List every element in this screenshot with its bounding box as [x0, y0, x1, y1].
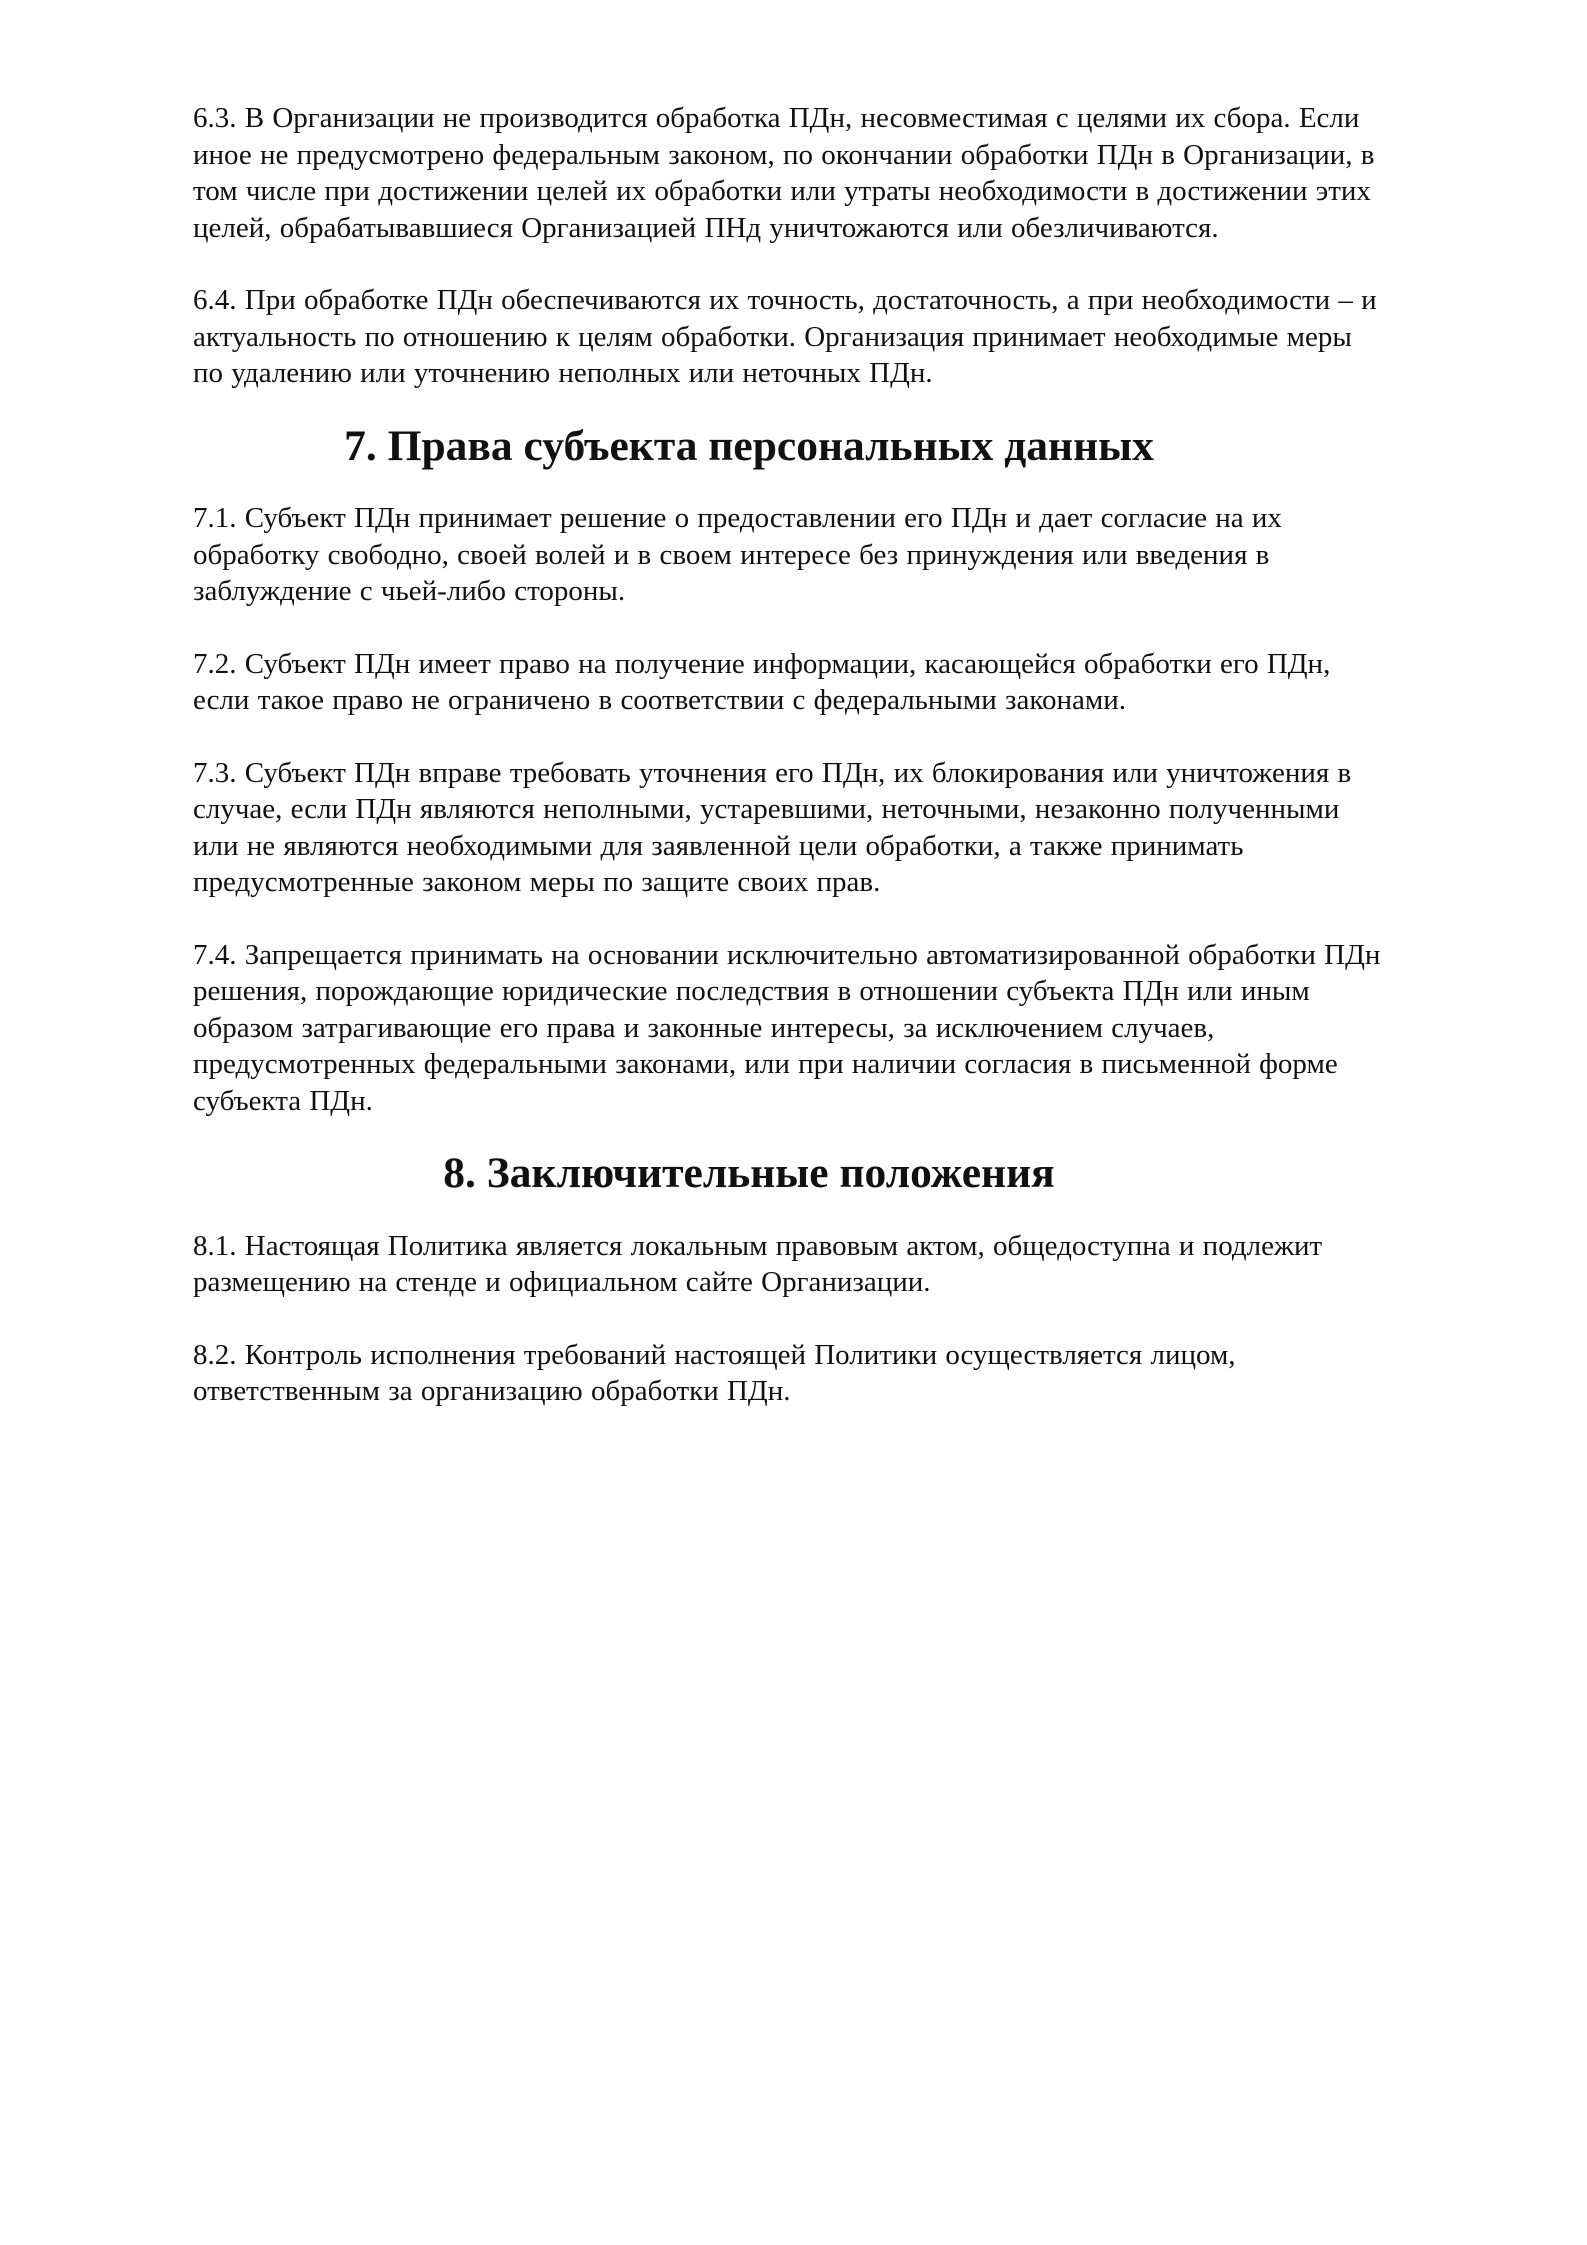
paragraph-8-1: 8.1. Настоящая Политика является локальным правовым актом, общедоступна и подлежит размещению на стенде и официальном сайте Организации. [193, 1229, 1323, 1298]
section-8-heading: 8. Заключительные положения [443, 1149, 1055, 1197]
paragraph-7-1: 7.1. Субъект ПДн принимает решение о предоставлении его ПДн и дает согласие на их обработку свободно, своей волей и в своем интересе без принуждения или введения в заблуждение с чьей-либо стороны. [193, 502, 1282, 607]
paragraph-8-2: 8.2. Контроль исполнения требований настоящей Политики осуществляется лицом, ответственным за организацию обработки ПДн. [193, 1338, 1236, 1407]
paragraph-7-4: 7.4. Запрещается принимать на основании исключительно автоматизированной обработки ПДн решения, порождающие юридические последствия в отношении субъекта ПДн или иным образом затрагивающие его права и законные интересы, за исключением случаев, предусмотренных федеральными законами, или при наличии согласия в письменной форме субъекта ПДн. [193, 938, 1381, 1117]
paragraph-6-3: 6.3. В Организации не производится обработка ПДн, несовместимая с целями их сбора. Если иное не предусмотрено федеральным законом, по окончании обработки ПДн в Организации, в том числе при достижении целей их обработки или утраты необходимости в достижении этих целей, обрабатывавшиеся Организацией ПНд уничтожаются или обезличиваются. [193, 102, 1375, 244]
section-7-heading: 7. Права субъекта персональных данных [344, 421, 1154, 470]
paragraph-7-2: 7.2. Субъект ПДн имеет право на получение информации, касающейся обработки его ПДн, если такое право не ограничено в соответствии с федеральными законами. [193, 647, 1331, 716]
paragraph-6-4: 6.4. При обработке ПДн обеспечиваются их точность, достаточность, а при необходимости – и актуальность по отношению к целям обработки. Организация принимает необходимые меры по удалению или уточнению неполных или неточных ПДн. [193, 284, 1377, 389]
paragraph-7-3: 7.3. Субъект ПДн вправе требовать уточнения его ПДн, их блокирования или уничтожения в случае, если ПДн являются неполными, устаревшими, неточными, незаконно полученными или не являются необходимыми для заявленной цели обработки, а также принимать предусмотренные законом меры по защите своих прав. [193, 756, 1352, 898]
document-body [193, 100, 1497, 1410]
